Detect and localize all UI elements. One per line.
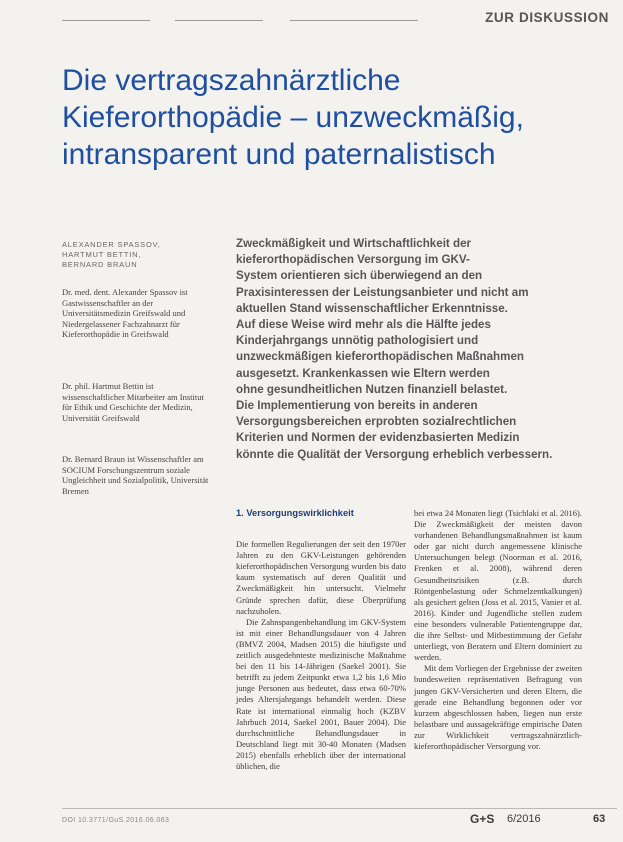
title-line: intransparent und paternalistisch	[62, 138, 496, 171]
body-column-left	[236, 508, 406, 772]
section-heading: 1. Versorgungswirklichkeit	[236, 508, 354, 518]
author-bio: Dr. Bernard Braun ist Wissenschaftler am SOCIUM Forschungszentrum soziale Ungleichheit und Sozialpolitik, Universität Bremen	[62, 454, 209, 496]
lead-line: Praxisinteressen der Leistungsanbieter und nicht am	[236, 285, 529, 299]
footer-rule	[62, 808, 617, 809]
lead-line: ohne gesundheitlichen Nutzen finanziell belastet.	[236, 382, 508, 396]
author-list	[62, 240, 212, 270]
journal-brand: G+S	[470, 812, 495, 826]
lead-line: könnte die Qualität der Versorgung erheblich verbessern.	[236, 447, 553, 461]
lead-line: Versorgungsbereichen erprobten sozialrechtlichen	[236, 415, 517, 429]
journal-issue: 6/2016	[507, 813, 541, 825]
title-line: Kieferorthopädie – unzweckmäßig,	[62, 101, 524, 134]
lead-line: Kriterien und Normen der evidenzbasierten Medizin	[236, 431, 520, 445]
lead-line: ausgesetzt. Krankenkassen wie Eltern werden	[236, 366, 490, 380]
header-rule-1	[62, 20, 150, 21]
body-column-right	[414, 508, 582, 752]
header-rule-2	[175, 20, 263, 21]
author-bio: Dr. med. dent. Alexander Spassov ist Gastwissenschaftler an der Universitätsmedizin Greifswald und Niedergelassener Fachzahnarzt für Kieferorthopädie in Greifswald	[62, 287, 188, 340]
body-paragraph: Mit dem Vorliegen der Ergebnisse der zweiten bundesweiten repräsentativen Befragung von jungen GKV-Versicherten und deren Eltern, die gerade eine Behandlung begonnen oder vor kurzem abgeschlossen haben, liegen nun erste belastbare und aussagekräftige empirische Daten zur Wirklichkeit vertragszahnärztlich-kieferorthopädischer Versorgung vor.	[414, 663, 582, 751]
body-paragraph: bei etwa 24 Monaten liegt (Tsichlaki et al. 2016). Die Zweckmäßigkeit der meisten davon vorhandenen Behandlungsmaßnahmen ist kaum oder gar nicht durch angemessene klinische Untersuchungen belegt (Noorman et al. 2016, Frenken et al. 2008), während deren Gesundheitsrisiken (z.B. durch Röntgenbelastung oder Schmelzentkalkungen) als gesichert gelten (Joss et al. 2015, Vanier et al. 2016). Kinder und Jugendliche stellen zudem eine besonders vulnerable Patientengruppe dar, die ihre Selbst- und Mitbestimmung der Gefahr unterliegt, von Beratern und Eltern dominiert zu werden.	[414, 508, 582, 663]
lead-line: System orientieren sich überwiegend an den	[236, 269, 483, 283]
lead-line: Die Implementierung von bereits in anderen	[236, 399, 478, 413]
footer-doi: DOI 10.3771/GuS.2016.06.063	[62, 817, 170, 824]
lead-line: Zweckmäßigkeit und Wirtschaftlichkeit der	[236, 237, 472, 250]
page-number: 63	[593, 813, 606, 825]
article-title	[62, 62, 622, 173]
lead-line: aktuellen Stand wissenschaftlicher Erkenntnisse.	[236, 301, 508, 315]
author-name: ALEXANDER SPASSOV,	[62, 240, 161, 249]
body-paragraph: Die formellen Regulierungen der seit den 1970er Jahren zu den GKV-Leistungen gehörenden kieferorthopädischen Versorgung wurden bis dato kaum systematisch auf deren Qualität und Zweckmäßigkeit hin untersucht. Vielmehr Gründe sprechen dafür, diese Überprüfung nachzuholen.	[236, 539, 406, 616]
author-bio: Dr. phil. Hartmut Bettin ist wissenschaftlicher Mitarbeiter am Institut für Ethik und Geschichte der Medizin, Universität Greifswald	[62, 381, 204, 423]
header-rule-3	[290, 20, 418, 21]
author-name: HARTMUT BETTIN,	[62, 250, 142, 259]
section-label: ZUR DISKUSSION	[485, 10, 609, 25]
lead-line: Auf diese Weise wird mehr als die Hälfte jedes	[236, 318, 491, 332]
lead-paragraph	[236, 236, 612, 463]
title-line: Die vertragszahnärztliche	[62, 64, 401, 97]
lead-line: unzweckmäßigen kieferorthopädischen Maßnahmen	[236, 350, 524, 364]
author-name: BERNARD BRAUN	[62, 260, 138, 269]
body-paragraph: Die Zahnspangenbehandlung im GKV-System ist mit einer Behandlungsdauer von 4 Jahren (BMVZ 2004, Madsen 2015) die häufigste und zeitlich ausgedehnteste medizinische Maßnahme bei den 11 bis 14-Jährigen (Saekel 2001). Sie betrifft zu jedem Zeitpunkt etwa 1,2 bis 1,6 Mio junge Personen aus bedeutet, dass etwa 60-70% jedes Altersjahrgangs behandelt werden. Diese Rate ist international einmalig hoch (KZBV Jahrbuch 2014, Saekel 2001, Bauer 2004). Die durchschnittliche Behandlungsdauer in Deutschland liegt mit 30-40 Monaten (Madsen 2015) ebenfalls erheblich über der international üblichen, die	[236, 616, 406, 771]
lead-line: kieferorthopädischen Versorgung im GKV-	[236, 253, 470, 267]
lead-line: Kinderjahrgangs unnötig pathologisiert und	[236, 334, 479, 348]
